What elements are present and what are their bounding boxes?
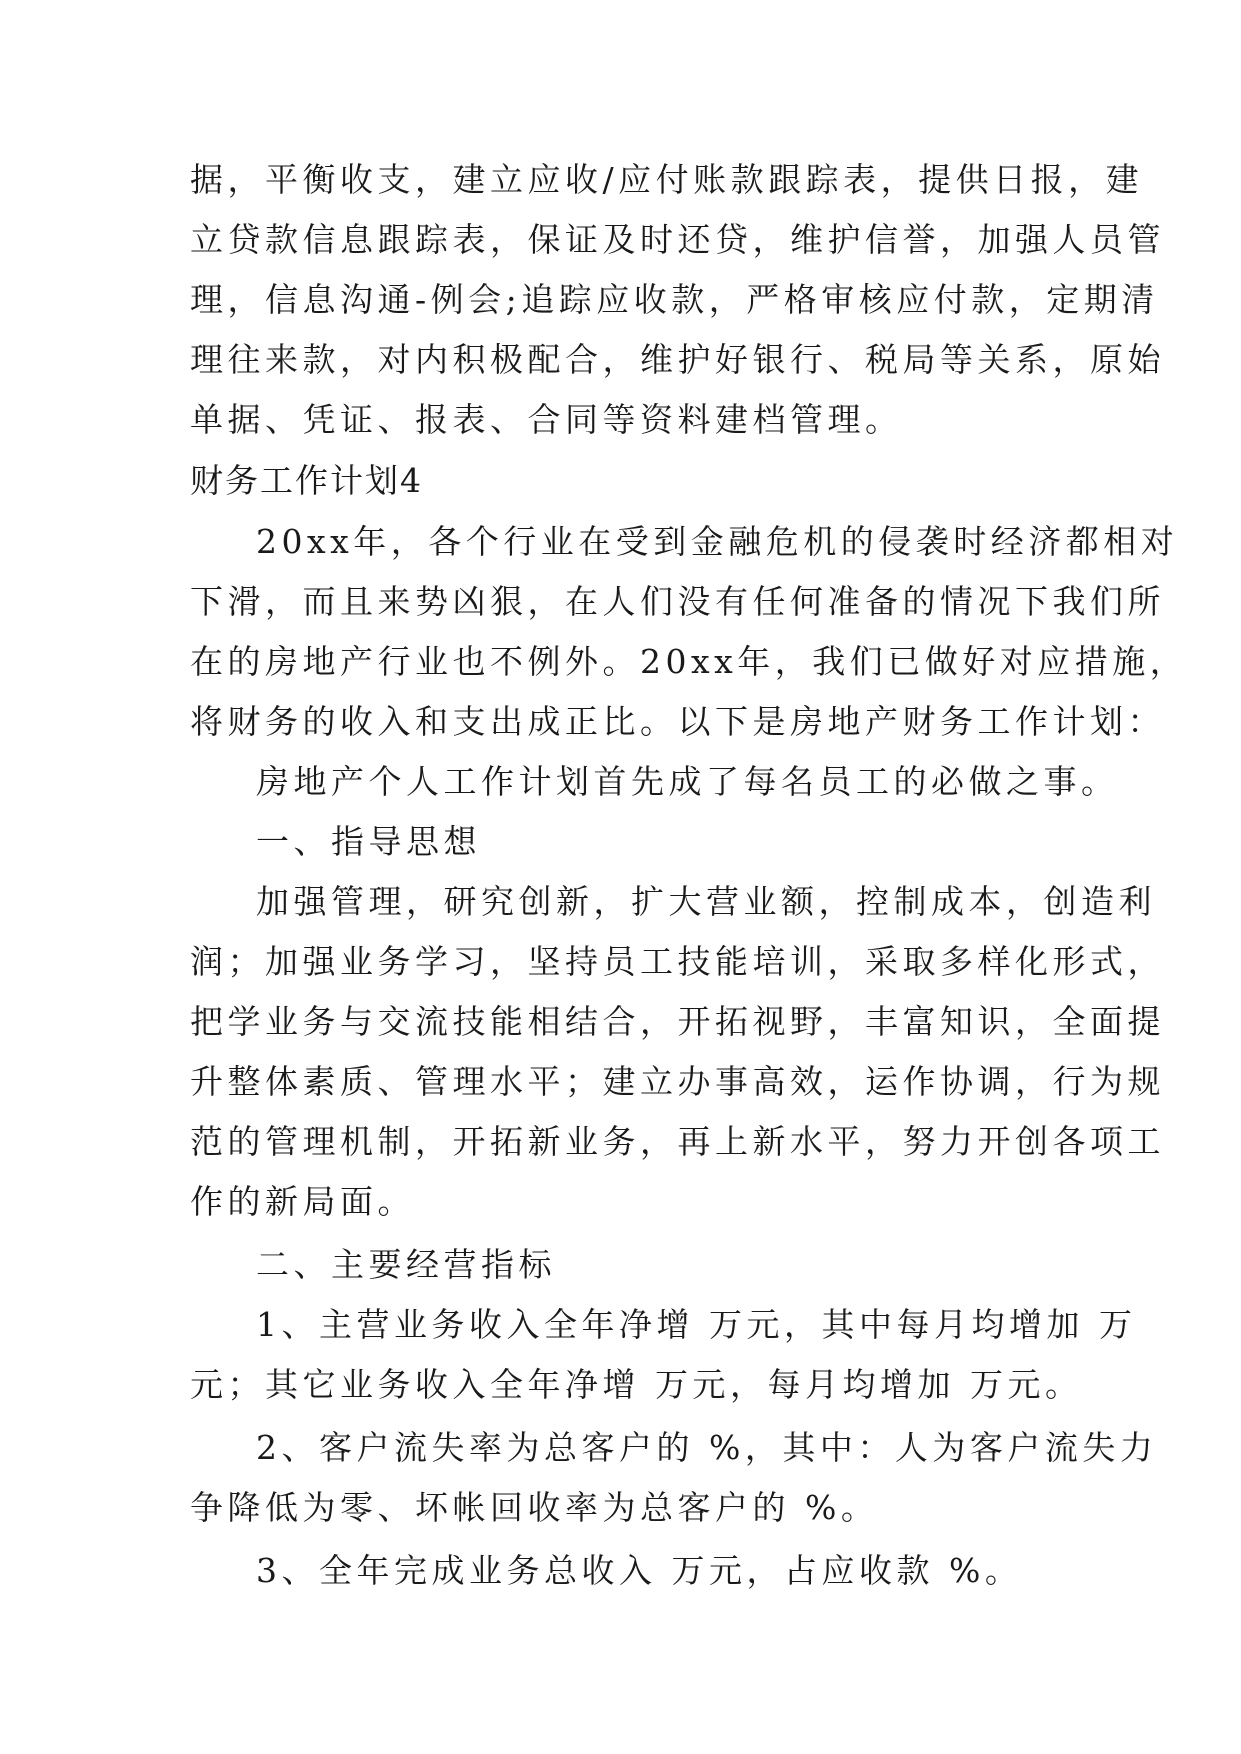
paragraph-line: 1、主营业务收入全年净增 万元，其中每月均增加 万	[256, 1305, 1137, 1344]
paragraph-line: 下滑，而且来势凶狠，在人们没有任何准备的情况下我们所	[190, 582, 1165, 621]
paragraph-line: 争降低为零、坏帐回收率为总客户的 %。	[190, 1488, 879, 1527]
paragraph-line: 将财务的收入和支出成正比。以下是房地产财务工作计划：	[190, 702, 1165, 741]
paragraph-line: 据，平衡收支，建立应收/应付账款跟踪表，提供日报，建	[190, 160, 1144, 199]
paragraph-line: 范的管理机制，开拓新业务，再上新水平，努力开创各项工	[190, 1122, 1165, 1161]
intro-paragraph	[190, 512, 1188, 752]
paragraph-line: 理往来款，对内积极配合，维护好银行、税局等关系，原始	[190, 340, 1165, 379]
paragraph-line: 升整体素质、管理水平；建立办事高效，运作协调，行为规	[190, 1062, 1165, 1101]
paragraph-line: 作的新局面。	[190, 1182, 415, 1221]
paragraph-line: 加强管理，研究创新，扩大营业额，控制成本，创造利	[256, 882, 1156, 921]
indicator-item-1	[190, 1295, 1137, 1415]
paragraph-line: 润；加强业务学习，坚持员工技能培训，采取多样化形式，	[190, 942, 1165, 981]
paragraph-line: 2、客户流失率为总客户的 %，其中：人为客户流失力	[256, 1428, 1158, 1467]
indicator-item-2	[190, 1418, 1158, 1538]
continuation-paragraph	[190, 150, 1165, 450]
paragraph-line: 立贷款信息跟踪表，保证及时还贷，维护信誉，加强人员管	[190, 220, 1165, 259]
paragraph-line: 理，信息沟通-例会;追踪应收款，严格审核应付款，定期清	[190, 280, 1159, 319]
paragraph-line: 把学业务与交流技能相结合，开拓视野，丰富知识，全面提	[190, 1002, 1165, 1041]
heading-guiding-ideology: 一、指导思想	[256, 822, 481, 861]
guiding-paragraph	[190, 872, 1165, 1232]
paragraph-line: 元；其它业务收入全年净增 万元，每月均增加 万元。	[190, 1365, 1083, 1404]
section-title: 财务工作计划4	[190, 461, 423, 500]
document-page	[190, 150, 1188, 1601]
paragraph-line: 在的房地产行业也不例外。20xx年，我们已做好对应措施，	[190, 642, 1188, 681]
paragraph-line: 20xx年，各个行业在受到金融危机的侵袭时经济都相对	[256, 522, 1179, 561]
paragraph-line: 单据、凭证、报表、合同等资料建档管理。	[190, 400, 903, 439]
heading-main-indicators: 二、主要经营指标	[256, 1245, 556, 1284]
intro-paragraph-2: 房地产个人工作计划首先成了每名员工的必做之事。	[256, 762, 1119, 801]
indicator-item-3: 3、全年完成业务总收入 万元，占应收款 %。	[256, 1551, 1023, 1590]
